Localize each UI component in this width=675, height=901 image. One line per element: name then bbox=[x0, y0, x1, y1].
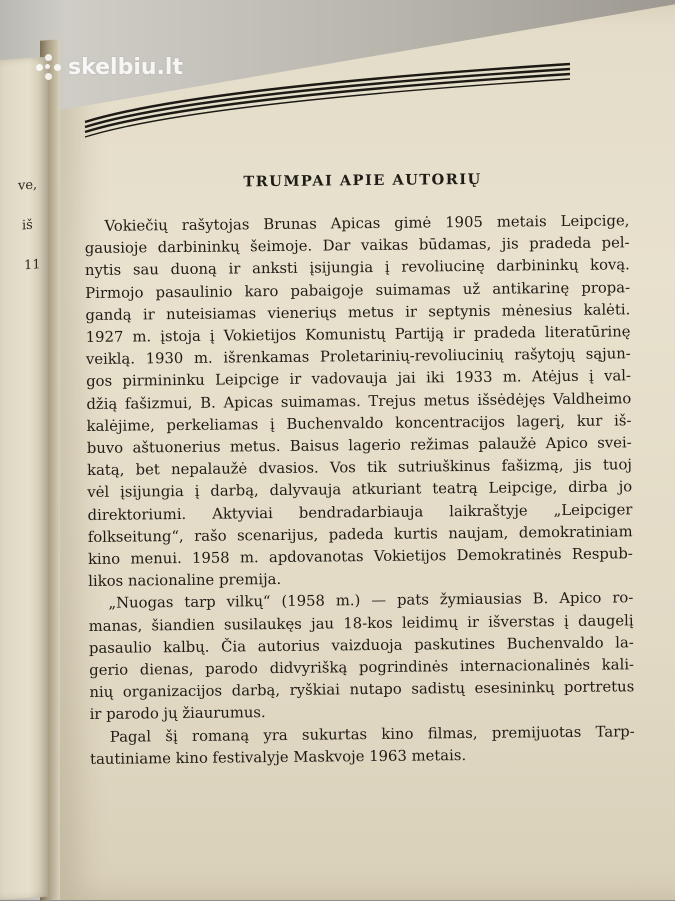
text-line: Pirmojo pasaulinio karo pabaigoje suimamas už antikarinę propa- bbox=[85, 278, 631, 302]
text-line: likos nacionaline premija. bbox=[88, 571, 282, 591]
left-page-fragment: 11 bbox=[24, 257, 41, 274]
text-line: pasaulio kalbų. Čia autorius vaizduoja paskutines Buchenvaldo la- bbox=[88, 634, 634, 657]
text-line: buvo aštuonerius metus. Baisus lagerio režimas palaužė Apico svei- bbox=[86, 434, 632, 458]
text-line: folkseitung“, rašo scenarijus, padeda kurtis naujam, demokratiniam bbox=[87, 523, 633, 546]
text-line: 1927 m. įstoja į Vokietijos Komunistų Partiją ir pradeda literatūrinę bbox=[85, 323, 631, 347]
text-line: manas, šiandien susilaukęs jau 18-kos leidimų ir išverstas į daugelį bbox=[88, 611, 634, 635]
paragraph-2 bbox=[88, 588, 634, 727]
paragraph-1 bbox=[84, 210, 633, 593]
text-line: kino menui. 1958 m. apdovanotas Vokietijos Demokratinės Respub- bbox=[87, 545, 633, 569]
text-line: kalėjime, perkeliamas į Buchenvaldo koncentracijos lagerį, kur iš- bbox=[86, 412, 632, 435]
text-line: Pagal šį romaną yra sukurtas kino filmas, premijuotas Tarp- bbox=[109, 722, 635, 746]
text-line: direktoriumi. Aktyviai bendradarbiauja laikraštyje „Leipciger bbox=[87, 500, 633, 524]
dots-logo-icon bbox=[36, 54, 62, 80]
watermark-text: skelbiu.lt bbox=[68, 54, 183, 80]
text-line: gausioje darbininkų šeimoje. Dar vaikas būdamas, jis pradeda pel- bbox=[84, 234, 630, 258]
text-line: gandą ir nuteisiamas vieneriųs metus ir septynis mėnesius kalėti. bbox=[85, 301, 631, 324]
left-page-fragment: ve, bbox=[18, 177, 38, 194]
text-line: vėl įsijungia į darbą, dalyvauja atkuriant teatrą Leipcige, dirba jo bbox=[87, 478, 633, 502]
text-line: katą, bet nepalaužė dvasios. Vos tik sutriuškinus fašizmą, jis tuoj bbox=[87, 456, 633, 480]
text-line: tautiniame kino festivalyje Maskvoje 1963 metais. bbox=[90, 746, 467, 768]
text-line: veiklą. 1930 m. išrenkamas Proletarinių-revoliucinių rašytojų sąjun- bbox=[85, 345, 631, 369]
text-line: nytis sau duoną ir anksti įsijungia į revoliucinę darbininkų kovą. bbox=[84, 256, 630, 280]
text-block bbox=[84, 169, 635, 771]
text-line: gerio dienas, parodo didvyrišką pogrindinės internacionalinės kali- bbox=[89, 656, 635, 680]
text-line: „Nuogas tarp vilkų“ (1958 m.) — pats žymiausias B. Apico ro- bbox=[108, 589, 634, 613]
text-line: ir parodo jų žiaurumus. bbox=[89, 704, 266, 724]
page-heading: TRUMPAI APIE AUTORIŲ bbox=[243, 170, 482, 191]
text-line: džią fašizmui, B. Apicas suimamas. Trejus metus išsėdėjęs Valdheimo bbox=[86, 389, 632, 413]
text-line: Vokiečių rašytojas Brunas Apicas gimė 1905 metais Leipcige, bbox=[104, 212, 630, 235]
left-page-fragment: iš bbox=[22, 217, 33, 234]
text-line: nių organizacijos darbą, ryškiai nutapo sadistų esesininkų portretus bbox=[89, 678, 635, 702]
ornamental-rule bbox=[75, 40, 575, 140]
left-page bbox=[0, 57, 48, 900]
paragraph-3 bbox=[90, 721, 635, 771]
text-line: gos pirmininku Leipcige ir vadovauja jai iki 1933 m. Atėjus į val- bbox=[86, 367, 632, 391]
